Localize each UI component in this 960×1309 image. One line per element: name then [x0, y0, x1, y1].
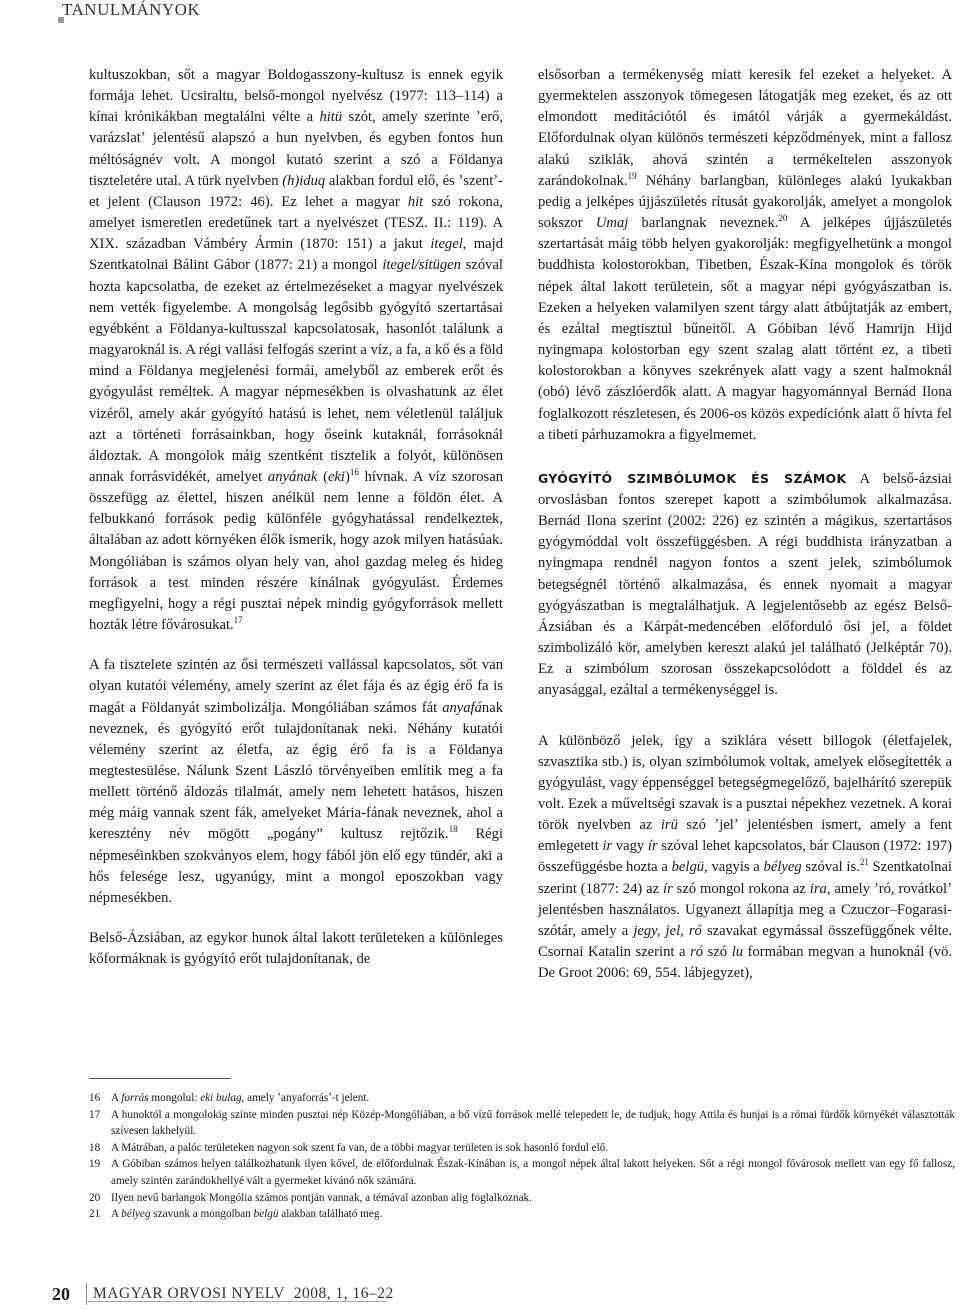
footnote-text: A hunoktól a mongolokig szinte minden pusztai nép Közép-Mongóliában, a bő vízű források mellé telepedett le, de tudjuk, hogy Attila és hunjai is a római fürdők környékét választották szívesen lakhelyül.: [111, 1108, 955, 1138]
paragraph-text: A fa tisztelete szintén az ősi természeti vallással kapcsolatos, sőt van olyan kutatói vélemény, amely szerint az élet fája és az égig érő fa is magát a Földanyát szimbolizálja. Mongóliában számos fát anyafának neveznek, és gyógyító erőt tulajdonítanak neki. Néhány kutatói vélemény szerint az életfa, az égig érő fa is a Földanya megtestesülése. Nálunk Szent László törvényeiben említik meg a fa mellett történő áldozás tilalmát, amely nem lehetett hatásos, hiszen még máig vannak szent fák, amelyeket Mária-fának neveznek, ahol a keresztény név mögött „pogány” kultusz rejtőzik.$^{18}$ Régi népmeséinkben szokványos elem, hogy fából jön elő egy tündér, aki a hős felesége lesz, ugyanúgy, mint a mongol eposzokban vagy népmesékben.: [89, 657, 504, 906]
paragraph-text: A különböző jelek, így a sziklára vésett billogok (életfajelek, szvasztika stb.) is, olyan szimbólumok voltak, amelyek elősegítették a gyógyulást, vagy éppenséggel betegségmegelőző, bajelhárító szerepük volt. Ezek a műveltségi szavak is a pusztai népekhez vezetnek. A korai török nyelvben az irü szó ʼjelʼ jelentésben ismert, amely a fent emlegetett ir vagy ír szóval lehet kapcsolatos, bár Clauson (1972: 197) összefüggésbe hozta a belgü, vagyis a bélyeg szóval is.$^{21}$ Szentkatolnai szerint (1877: 24) az ír szó mongol rokona az ira, amely ʼró, rovátkolʼ jelentésben használatos. Ugyanezt állapítja meg a Czuczor–Fogarasi-szótár, amely a jegy, jel, ró szavakat egymással összefüggőnek vélte. Csornai Katalin szerint a ró szó lu formában megvan a hunoknál (vö. De Groot 2006: 69, 554. lábjegyzet),: [538, 732, 952, 982]
page-footer: [52, 1282, 394, 1306]
footnote-text: Ilyen nevű barlangok Mongólia számos pontján vannak, a témával azonban alig foglalkoznak.: [111, 1191, 532, 1204]
left-column-paragraph: [89, 65, 503, 636]
footnote: [89, 1190, 955, 1207]
paragraph-text: elsősorban a termékenység miatt keresik fel ezeket a helyeket. A gyermektelen asszonyok tömegesen látogatják meg ezeket, és az ott elmondott meditációtól és imától várják a gyermekáldást. Előfordulnak olyan különös természeti képződmények, mint a fallosz alakú sziklák, ahová szintén a termékeltelen asszonyok zarándokolnak.$^{19}$ Néhány barlangban, különleges alakú lyukakban pedig a jelképes újjászületés rítusát gyakorolják, amelyet a mongolok sokszor Umaj barlangnak neveznek.$^{20}$ A jelképes újjászületés szertartását máig több helyen gyakorolják: megfigyelhetünk a mongol buddhista kolostorokban, Tibetben, Észak-Kína mongolok és török népek által lakott területein, sőt a magyar népi gyógyászatban is. Ezeken a helyeken valamilyen szent tárgy alatt átbújtatják az embert, és ezáltal megtisztul bűneitől. A Góbiban lévő Hamrijn Hijd nyingmapa kolostorban egy szent szalag alatt történt ez, a tibeti kolostorokban a könyves szekrények alatt vagy a szent halmoknál (obó) lévő zászlóerdők alatt. A magyar hagyománnyal Bernád Ilona foglalkozott részletesen, és 2006-os közös expedíciónk alatt ő hívta fel a tibeti párhuzamokra a figyelmemet.: [538, 67, 952, 443]
section-header: TANULMÁNYOK: [62, 0, 201, 19]
journal-name: MAGYAR ORVOSI NYELV: [93, 1285, 285, 1302]
right-column: [538, 65, 952, 984]
footnote-rule: [89, 1078, 231, 1079]
footer-bar: [86, 1301, 386, 1302]
right-column-paragraph: [538, 468, 952, 702]
left-column-paragraph: [89, 928, 503, 970]
paragraph-text: A belső-ázsiai orvoslásban fontos szerepet kapott a szimbólumok alkalmazása. Bernád Ilona szerint (2002: 226) ez szintén a mágikus, szertartásos gyógymóddal volt összefüggésben. A régi buddhista irányzatban a nyingmapa rendnél nagyon fontos a szent jelek, szimbólumok betegségnél történő alkalmazása, és ennek nyomait a magyar gyógyászatban is megtalálhatjuk. A legjelentősebb az egész Belső-Ázsiában és a Kárpát-medencében előforduló ősi jel, a földet szimbolizáló kör, amelyben kereszt alakú jel található (Jelképtár 70). Ez a szimbólum szorosan összekapcsolódott a földdel és az anyasággal, ezáltal a termékenységgel is.: [538, 470, 952, 699]
right-column-paragraph: [538, 65, 952, 446]
footnotes: [89, 1090, 955, 1223]
footnote: [89, 1156, 955, 1189]
footnote-number: 17: [89, 1108, 101, 1121]
footnote-number: 16: [89, 1092, 101, 1104]
paragraph-text: Belső-Ázsiában, az egykor hunok által lakott területeken a különleges kőformáknak is gyógyító erőt tulajdonítanak, de: [89, 930, 503, 968]
footnote: [89, 1107, 955, 1140]
footnote-number: 19: [89, 1158, 101, 1171]
footnote-text: A forrás mongolul: eki bulag, amely ʼanyaforrásʼ-t jelent.: [111, 1092, 370, 1104]
footnote-text: A Mátrában, a palóc területeken nagyon sok szent fa van, de a többi magyar területen is sok hasonló fordul elő.: [111, 1141, 609, 1154]
paragraph-text: kultuszokban, sőt a magyar Boldogasszony-kultusz is ennek egyik formája lehet. Ucsiraltu, belső-mongol nyelvész (1977: 113–114) a kínai krónikákban megtalálni vélte a hitü szót, amely szerinte ʼerő, varázslatʼ jelentésű alapszó a hun nyelvben, és egyben fontos hun méltóságnév volt. A mongol kutató szerint a szó a Földanya tiszteletére utal. A türk nyelvben (h)iduq alakban fordul elő, és ʼszentʼ-et jelent (Clauson 1972: 46). Ez lehet a magyar hit szó rokona, amelyet ismeretlen eredetűnek tart a nyelvészet (TESZ. II.: 119). A XIX. században Vámbéry Ármin (1870: 151) a jakut itegel, majd Szentkatolnai Bálint Gábor (1877: 21) a mongol itegel/sitügen szóval hozta kapcsolatba, de ezeket az értelmezéseket a magyar nyelvészek nem vették figyelembe. A mongolság legősibb gyógyító szertartásai egyébként a Földanya-kultusszal kapcsolatosak, hasonlót találunk a magyaroknál is. A régi vallási felfogás szerint a víz, a fa, a kő és a föld mind a Földanya megjelenési formái, amelyből az emberek erőt és gyógyulást reméltek. A magyar népmesékben is olvashatunk az élet vizéről, amely akár gyógyító hatású is lehet, nem véletlenül találjuk azt a történeti forrásainkban, hogy őseink kutaknál, forrásoknál áldoztak. A mongolok máig szentként tisztelik a folyót, különösen annak forrásvidékét, amelyet anyának (eki)$^{16}$ hívnak. A víz szorosan összefügg az élettel, hiszen anélkül nem lenne a földön élet. A felbukkanó források pedig különféle gyógyhatással rendelkeztek, általában az adott környéken élők ismerik, hogy azok milyen hatásúak. Mongóliában is számos olyan hely van, ahol gazdag meleg és hideg források a test minden részére kínálnak gyógyulást. Érdemes megfigyelni, hogy a régi pusztai népek mindig gyógyforrások mellett hozták létre fővárosukat.$^{17}$: [89, 67, 504, 634]
footnote-text: A Góbiban számos helyen találkozhatunk ilyen kővel, de előfordulnak Észak-Kínában is, a mongol népek által lakott helyeken. Sőt a régi mongol fővárosok mellett van egy fő fallosz, amely szintén zarándokhellyé vált a gyermeket kívánó nők számára.: [111, 1158, 955, 1187]
left-column: [89, 65, 503, 970]
issue-text: 2008, 1, 16–22: [293, 1285, 394, 1302]
footnote: [89, 1090, 955, 1107]
footnote-number: 18: [89, 1141, 101, 1154]
section-title: GYÓGYÍTÓ SZIMBÓLUMOK ÉS SZÁMOK: [538, 470, 847, 486]
page-number: 20: [52, 1283, 70, 1304]
footnote-text: A bélyeg szavunk a mongolban belgü alakban található meg.: [111, 1208, 383, 1221]
footnote-number: 21: [89, 1208, 101, 1221]
right-column-paragraph: [538, 731, 952, 985]
footnote: [89, 1206, 955, 1223]
footnote-number: 20: [89, 1191, 101, 1204]
footnote: [89, 1140, 955, 1157]
left-column-paragraph: [89, 655, 503, 909]
